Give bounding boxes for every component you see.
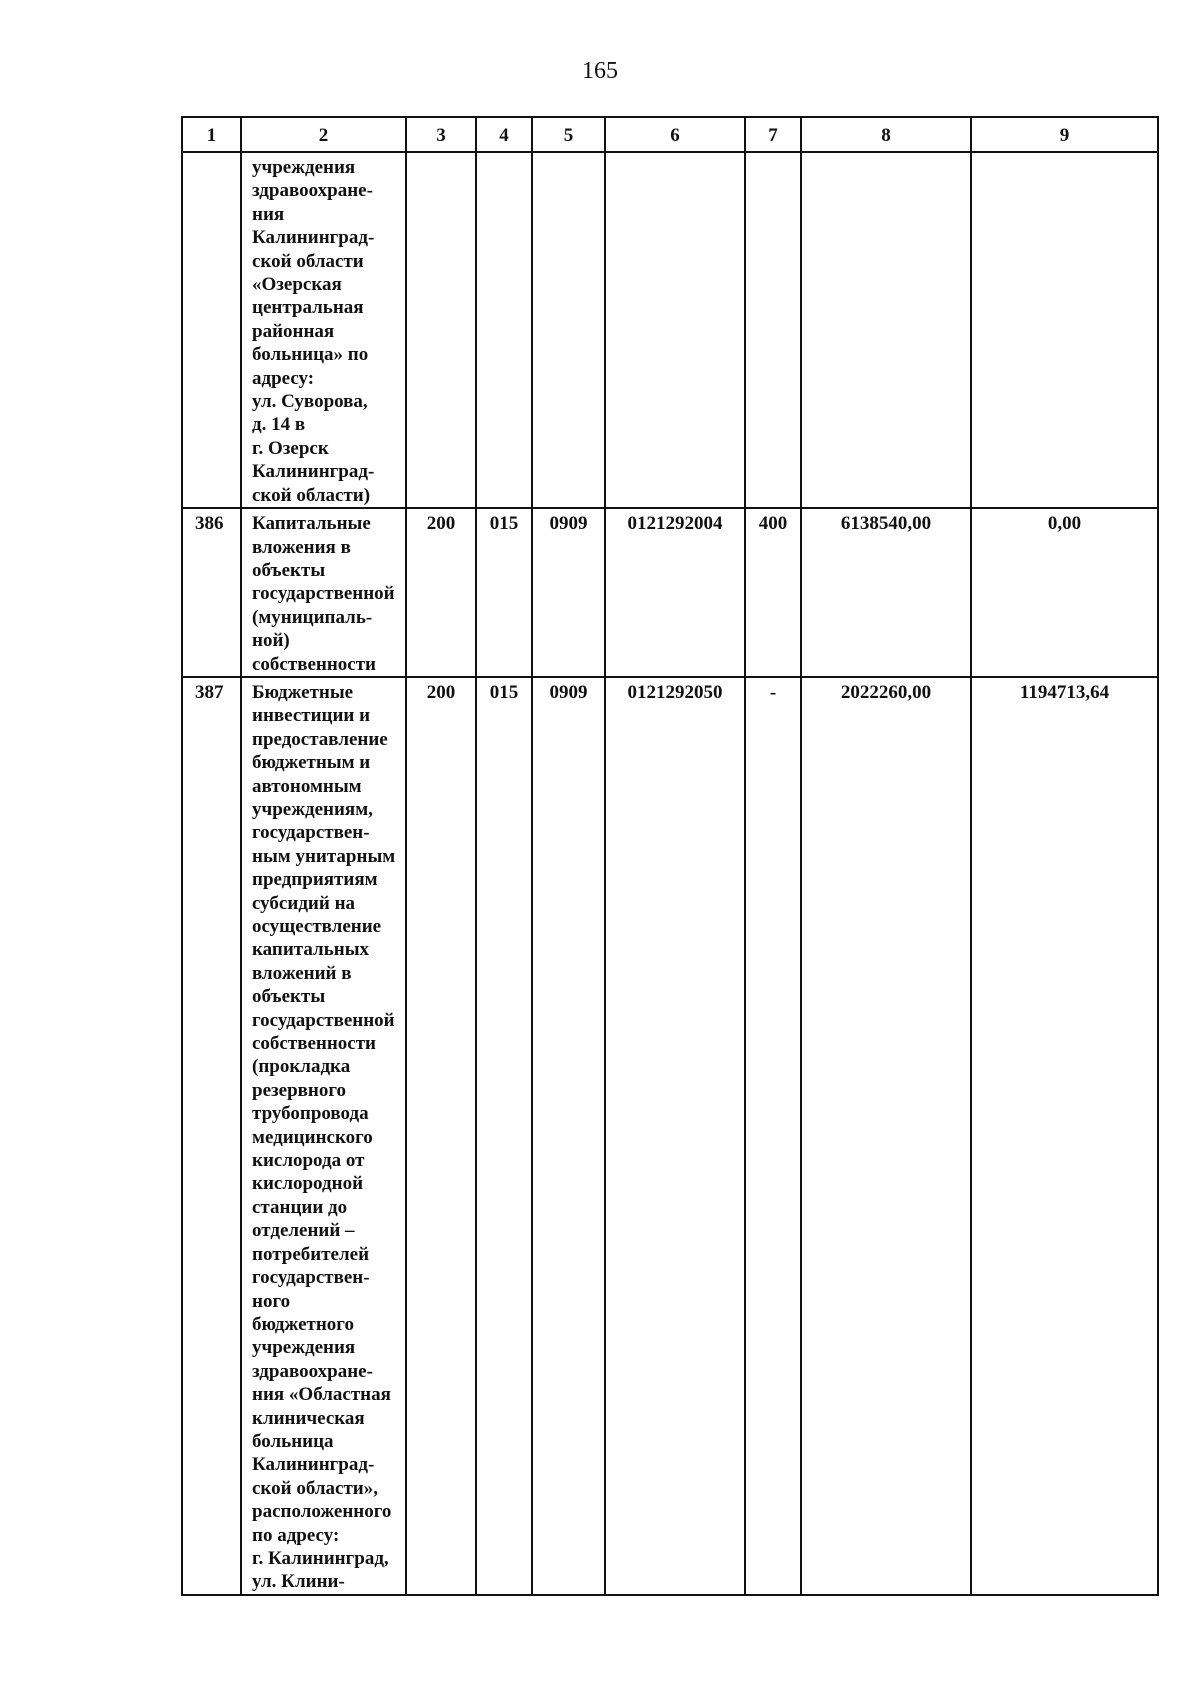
column-header: 4 bbox=[476, 117, 532, 152]
cell-col8: 6138540,00 bbox=[801, 508, 971, 677]
row-number bbox=[182, 152, 241, 508]
cell-col8 bbox=[801, 152, 971, 508]
cell-col3: 200 bbox=[406, 508, 476, 677]
cell-col7: 400 bbox=[745, 508, 801, 677]
row-number: 386 bbox=[182, 508, 241, 677]
table-row bbox=[182, 152, 1158, 508]
cell-col4 bbox=[476, 152, 532, 508]
column-header: 9 bbox=[971, 117, 1158, 152]
column-header: 8 bbox=[801, 117, 971, 152]
column-header: 7 bbox=[745, 117, 801, 152]
column-header: 1 bbox=[182, 117, 241, 152]
row-description: Капитальные вложения в объекты государственной (муниципаль- ной) собственности bbox=[241, 508, 406, 677]
table-header-row bbox=[182, 117, 1158, 152]
cell-col9: 1194713,64 bbox=[971, 677, 1158, 1595]
cell-col3: 200 bbox=[406, 677, 476, 1595]
cell-col3 bbox=[406, 152, 476, 508]
cell-col5: 0909 bbox=[532, 677, 605, 1595]
column-header: 6 bbox=[605, 117, 745, 152]
cell-col8: 2022260,00 bbox=[801, 677, 971, 1595]
cell-col6: 0121292004 bbox=[605, 508, 745, 677]
cell-col7: - bbox=[745, 677, 801, 1595]
row-description: учреждения здравоохране- ния Калининград- ской области «Озерская центральная районная больница» по адресу: ул. Суворова, д. 14 в г. Озерск Калининград- ской области) bbox=[241, 152, 406, 508]
row-number: 387 bbox=[182, 677, 241, 1595]
column-header: 5 bbox=[532, 117, 605, 152]
cell-col5 bbox=[532, 152, 605, 508]
cell-col4: 015 bbox=[476, 677, 532, 1595]
cell-col9: 0,00 bbox=[971, 508, 1158, 677]
cell-col6 bbox=[605, 152, 745, 508]
cell-col7 bbox=[745, 152, 801, 508]
cell-col6: 0121292050 bbox=[605, 677, 745, 1595]
cell-col5: 0909 bbox=[532, 508, 605, 677]
budget-table bbox=[181, 116, 1159, 1596]
cell-col9 bbox=[971, 152, 1158, 508]
column-header: 2 bbox=[241, 117, 406, 152]
column-header: 3 bbox=[406, 117, 476, 152]
row-description: Бюджетные инвестиции и предоставление бюджетным и автономным учреждениям, государствен- ным унитарным предприятиям субсидий на осуществление капитальных вложений в объекты государственной собственности (прокладка резервного трубопровода медицинского кислорода от кислородной станции до отделений – потребителей государствен- ного бюджетного учреждения здравоохране- ния «Областная клиническая больница Калининград- ской области», расположенного по адресу: г. Калининград, ул. Клини- bbox=[241, 677, 406, 1595]
table-row bbox=[182, 677, 1158, 1595]
cell-col4: 015 bbox=[476, 508, 532, 677]
table-row bbox=[182, 508, 1158, 677]
page-number: 165 bbox=[582, 58, 618, 84]
